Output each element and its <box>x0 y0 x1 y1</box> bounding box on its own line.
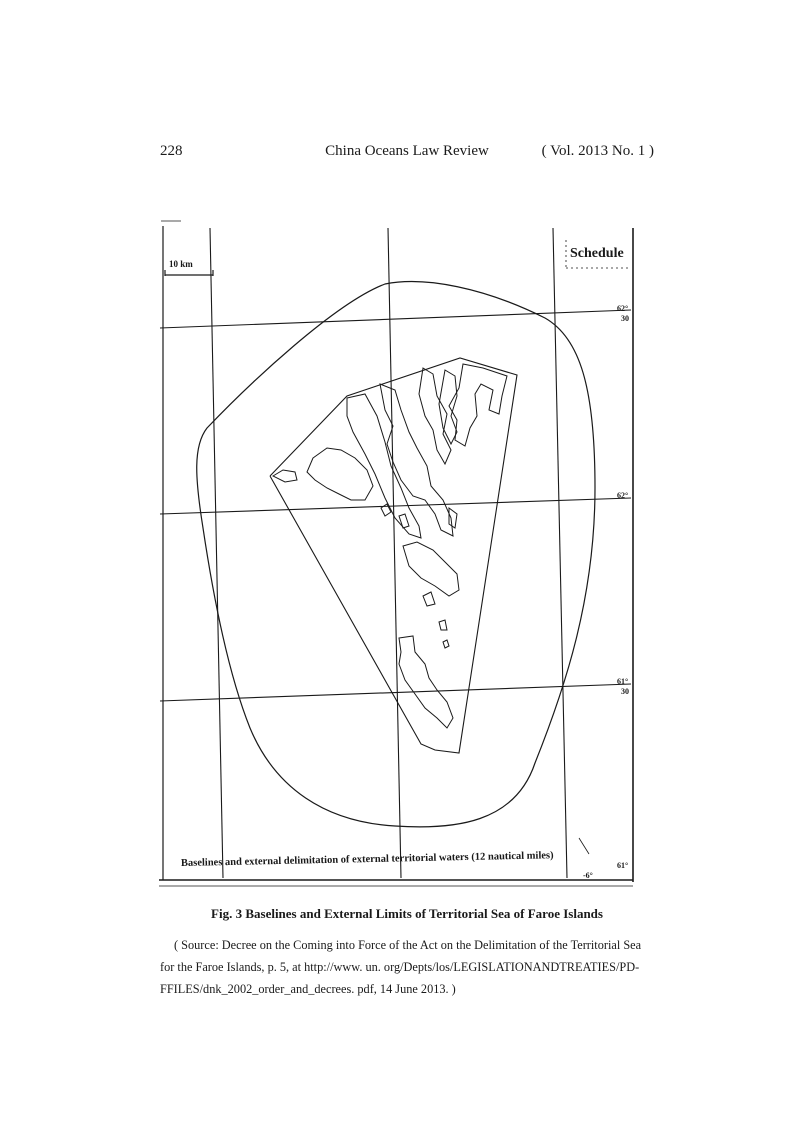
faroe-baseline-map <box>155 218 645 888</box>
island-nolsoy <box>449 508 457 528</box>
parallel-62-30 <box>160 310 631 328</box>
lat-label-30-lower: 30 <box>621 687 629 696</box>
territorial-sea-limit <box>197 282 595 827</box>
island-kalsoy <box>419 368 451 464</box>
island-skuvoy <box>423 592 435 606</box>
island-streymoy <box>347 394 421 538</box>
lat-label-62: 62° <box>617 304 629 313</box>
page-number: 228 <box>160 143 183 159</box>
island-kunoy <box>439 370 457 444</box>
figure-caption: Fig. 3 Baselines and External Limits of Territorial Sea of Faroe Islands <box>211 906 603 921</box>
island-mykines <box>273 470 297 482</box>
journal-title: China Oceans Law Review <box>325 143 489 159</box>
island-sandoy <box>403 542 459 596</box>
source-line-2: for the Faroe Islands, p. 5, at http://www. un. org/Depts/los/LEGISLATIONANDTREATIES/PD- <box>160 960 640 974</box>
island-lítla-dimun <box>443 640 449 648</box>
island-hestur <box>399 514 409 528</box>
figure-source <box>160 934 654 1000</box>
map-bottom-label: Baselines and external delimitation of external territorial waters (12 nautical miles) <box>180 850 554 869</box>
frame-corner-mark <box>579 838 589 854</box>
straight-baseline <box>270 358 517 753</box>
parallel-62 <box>160 498 631 514</box>
scale-bar <box>165 270 213 276</box>
island-vagar <box>307 448 373 500</box>
island-suduroy <box>399 636 453 728</box>
lat-label-30-upper: 30 <box>621 314 629 323</box>
running-header <box>160 143 654 165</box>
lon-label: -6° <box>583 871 593 880</box>
island-north-east <box>449 364 507 446</box>
lat-label-61-bottom: 61° <box>617 861 629 870</box>
volume-info: ( Vol. 2013 No. 1 ) <box>541 143 654 159</box>
island-eysturoy <box>380 384 453 536</box>
source-line-1: ( Source: Decree on the Coming into Force of the Act on the Delimitation of the Territorial Sea <box>174 938 642 952</box>
scale-label: 10 km <box>169 259 193 269</box>
island-stora-dimun <box>439 620 447 630</box>
lat-label-62-lower: 62° <box>617 491 629 500</box>
schedule-label: Schedule <box>570 246 624 261</box>
source-line-3: FFILES/dnk_2002_order_and_decrees. pdf, 14 June 2013. ) <box>160 982 456 996</box>
meridian-center <box>388 228 401 878</box>
lat-label-61: 61° <box>617 677 629 686</box>
